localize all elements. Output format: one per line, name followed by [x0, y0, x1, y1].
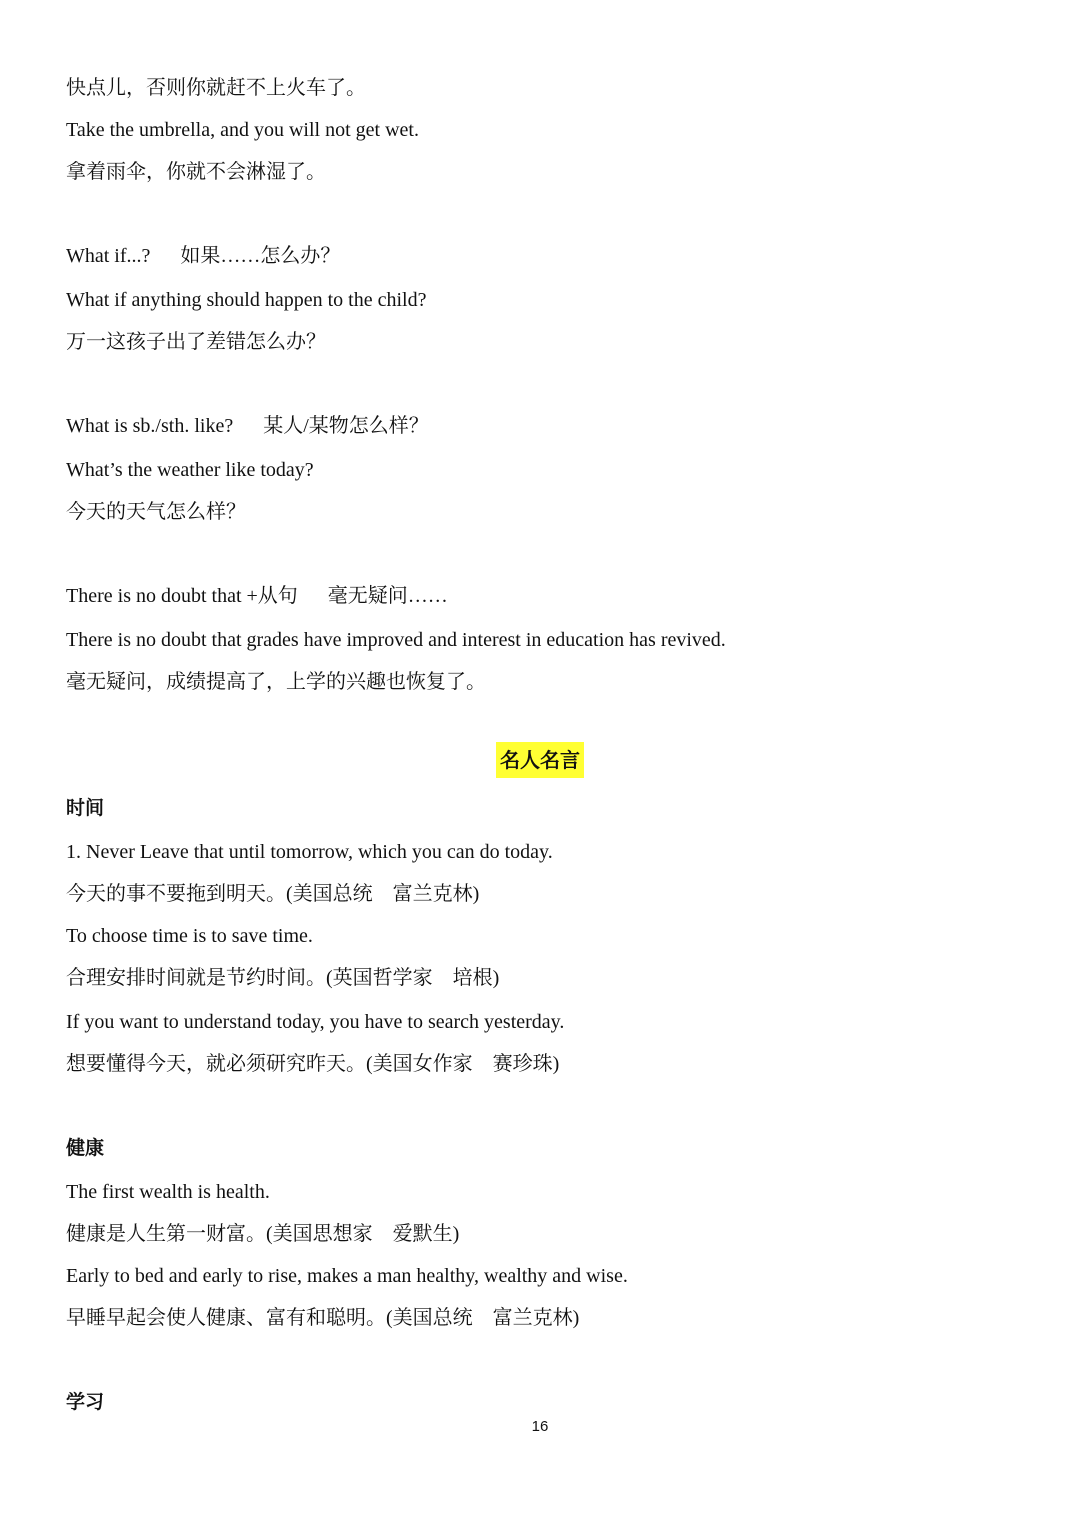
section-title-study: 学习 — [66, 1391, 105, 1413]
quote-line: 1. Never Leave that until tomorrow, which you can do today. — [66, 841, 553, 863]
pattern-meaning: 毫无疑问…… — [327, 585, 448, 607]
example-cn: 万一这孩子出了差错怎么办？ — [66, 331, 326, 353]
quote-line: 想要懂得今天，就必须研究昨天。(美国女作家 赛珍珠) — [66, 1053, 560, 1075]
pattern-line — [66, 582, 448, 610]
pattern-text: What is sb./sth. like? — [66, 415, 234, 437]
pattern-line — [66, 242, 340, 270]
quote-line: 健康是人生第一财富。(美国思想家 爱默生) — [66, 1223, 460, 1245]
quotes-heading-wrap — [0, 742, 1080, 778]
text-line: Take the umbrella, and you will not get wet. — [66, 119, 419, 141]
quote-line: To choose time is to save time. — [66, 925, 313, 947]
example-en: What if anything should happen to the child? — [66, 289, 427, 311]
pattern-meaning: 如果……怎么办？ — [180, 245, 341, 267]
section-title-health: 健康 — [66, 1137, 105, 1159]
example-cn: 今天的天气怎么样？ — [66, 501, 246, 523]
text-line: 拿着雨伞，你就不会淋湿了。 — [66, 161, 326, 183]
quote-line: If you want to understand today, you have to search yesterday. — [66, 1011, 565, 1033]
example-en: What’s the weather like today? — [66, 459, 314, 481]
quote-line: The first wealth is health. — [66, 1181, 270, 1203]
example-en: There is no doubt that grades have improved and interest in education has revived. — [66, 629, 726, 651]
quote-line: 合理安排时间就是节约时间。(英国哲学家 培根) — [66, 967, 500, 989]
quote-line: 今天的事不要拖到明天。(美国总统 富兰克林) — [66, 883, 480, 905]
pattern-text: There is no doubt that +从句 — [66, 585, 298, 607]
section-title-time: 时间 — [66, 797, 105, 819]
pattern-meaning: 某人/某物怎么样？ — [263, 415, 429, 437]
example-cn: 毫无疑问，成绩提高了，上学的兴趣也恢复了。 — [66, 671, 486, 693]
quotes-heading: 名人名言 — [496, 742, 584, 778]
quote-line: 早睡早起会使人健康、富有和聪明。(美国总统 富兰克林) — [66, 1307, 580, 1329]
pattern-line — [66, 412, 429, 440]
text-line: 快点儿，否则你就赶不上火车了。 — [66, 77, 366, 99]
pattern-text: What if...? — [66, 245, 151, 267]
quote-line: Early to bed and early to rise, makes a man healthy, wealthy and wise. — [66, 1265, 628, 1287]
page-number: 16 — [531, 1418, 549, 1435]
